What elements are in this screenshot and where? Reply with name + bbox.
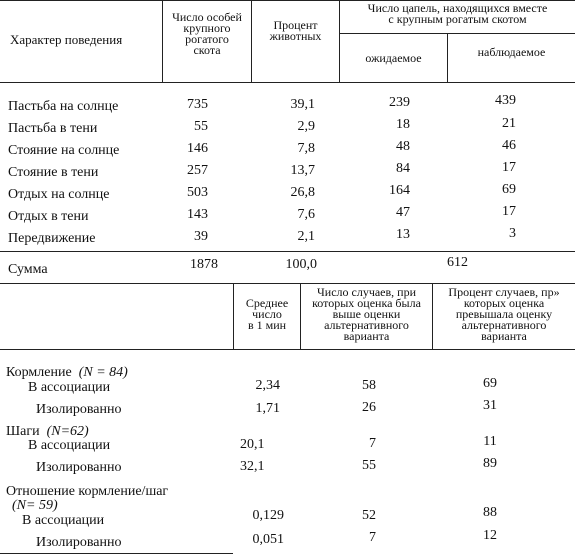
sum-percent: 100,0: [285, 257, 317, 272]
header-behavior: Характер поведения: [10, 32, 123, 47]
cell-observed: 17: [502, 204, 516, 219]
cell-percent: 7,6: [297, 207, 315, 222]
t1-egret-subheader-rule: [339, 33, 575, 34]
row-label: В ассоциации: [22, 513, 105, 528]
t2-bottom-rule: [0, 553, 233, 554]
cell-cases: 52: [362, 508, 376, 523]
row-label: Изолированно: [36, 535, 122, 550]
row-label: В ассоциации: [28, 438, 111, 453]
row-label: Пастьба на солнце: [8, 99, 119, 114]
t2-header-bottom-rule: [0, 349, 575, 350]
cell-percent: 12: [483, 528, 497, 543]
t1-header-bottom-rule: [0, 82, 575, 83]
cell-percent: 39,1: [290, 97, 315, 112]
cell-expected: 18: [396, 117, 410, 132]
cell-observed: 21: [502, 116, 516, 131]
cell-percent: 2,1: [297, 229, 315, 244]
row-label: Стояние на солнце: [8, 143, 120, 158]
cell-cases: 55: [362, 458, 376, 473]
cell-mean: 0,051: [252, 532, 284, 547]
cell-count: 39: [194, 229, 208, 244]
cell-expected: 239: [389, 95, 410, 110]
cell-expected: 13: [396, 227, 410, 242]
header-count: Число особей крупного рогатого скота: [172, 10, 242, 57]
sum-egrets: 612: [447, 255, 468, 270]
cell-count: 146: [187, 141, 208, 156]
t1-sum-rule: [0, 251, 575, 252]
cell-observed: 439: [495, 93, 516, 108]
cell-percent: 89: [483, 456, 497, 471]
sum-count: 1878: [190, 257, 218, 272]
header-mean: Среднее число в 1 мин: [245, 296, 289, 332]
cell-percent: 88: [483, 505, 497, 520]
cell-observed: 69: [502, 182, 516, 197]
group-n-ratio: (N= 59): [12, 498, 58, 513]
header-percent: Процент животных: [269, 18, 322, 43]
cell-mean: 32,1: [240, 459, 265, 474]
cell-expected: 164: [389, 183, 410, 198]
group-title-steps: Шаги (N=62): [6, 424, 89, 439]
cell-expected: 48: [396, 139, 410, 154]
group-title-feeding: Кормление (N = 84): [6, 365, 128, 380]
header-expected: ожидаемое: [365, 51, 422, 65]
cell-observed: 3: [509, 226, 516, 241]
row-label: Отдых на солнце: [8, 187, 110, 202]
header-observed: наблюдаемое: [477, 45, 546, 59]
cell-percent: 13,7: [290, 163, 315, 178]
cell-percent: 2,9: [297, 119, 315, 134]
cell-observed: 17: [502, 160, 516, 175]
row-label: Стояние в тени: [8, 165, 99, 180]
cell-percent: 26,8: [290, 185, 315, 200]
header-egrets: Число цапель, находящихся вместе с крупным рогатым скотом: [367, 1, 548, 26]
cell-percent: 31: [483, 398, 497, 413]
cell-observed: 46: [502, 138, 516, 153]
cell-mean: 1,71: [255, 401, 280, 416]
cell-percent: 69: [483, 376, 497, 391]
cell-expected: 47: [396, 205, 410, 220]
cell-count: 735: [187, 97, 208, 112]
row-label: Передвижение: [8, 231, 96, 246]
cell-percent: 7,8: [297, 141, 315, 156]
cell-count: 503: [187, 185, 208, 200]
cell-cases: 7: [369, 530, 376, 545]
row-label: Пастьба в тени: [8, 121, 98, 136]
header-cases: Число случаев, при которых оценка была выше оценки альтернативного варианта: [312, 285, 421, 343]
cell-count: 257: [187, 163, 208, 178]
group-title-ratio: Отношение кормление/шаг: [6, 484, 169, 499]
header-case-percent: Процент случаев, пр» которых оценка превышала оценку альтернативного варианта: [448, 285, 560, 343]
cell-mean: 2,34: [255, 378, 280, 393]
sum-label: Сумма: [8, 262, 48, 277]
cell-expected: 84: [396, 161, 410, 176]
row-label: В ассоциации: [28, 380, 111, 395]
cell-count: 55: [194, 119, 208, 134]
row-label: Изолированно: [36, 460, 122, 475]
cell-mean: 0,129: [252, 508, 284, 523]
cell-percent: 11: [483, 434, 497, 449]
t2-top-rule: [0, 283, 575, 284]
cell-count: 143: [187, 207, 208, 222]
cell-cases: 58: [362, 378, 376, 393]
row-label: Отдых в тени: [8, 209, 89, 224]
cell-mean: 20,1: [240, 437, 265, 452]
cell-cases: 7: [369, 436, 376, 451]
row-label: Изолированно: [36, 402, 122, 417]
cell-cases: 26: [362, 400, 376, 415]
